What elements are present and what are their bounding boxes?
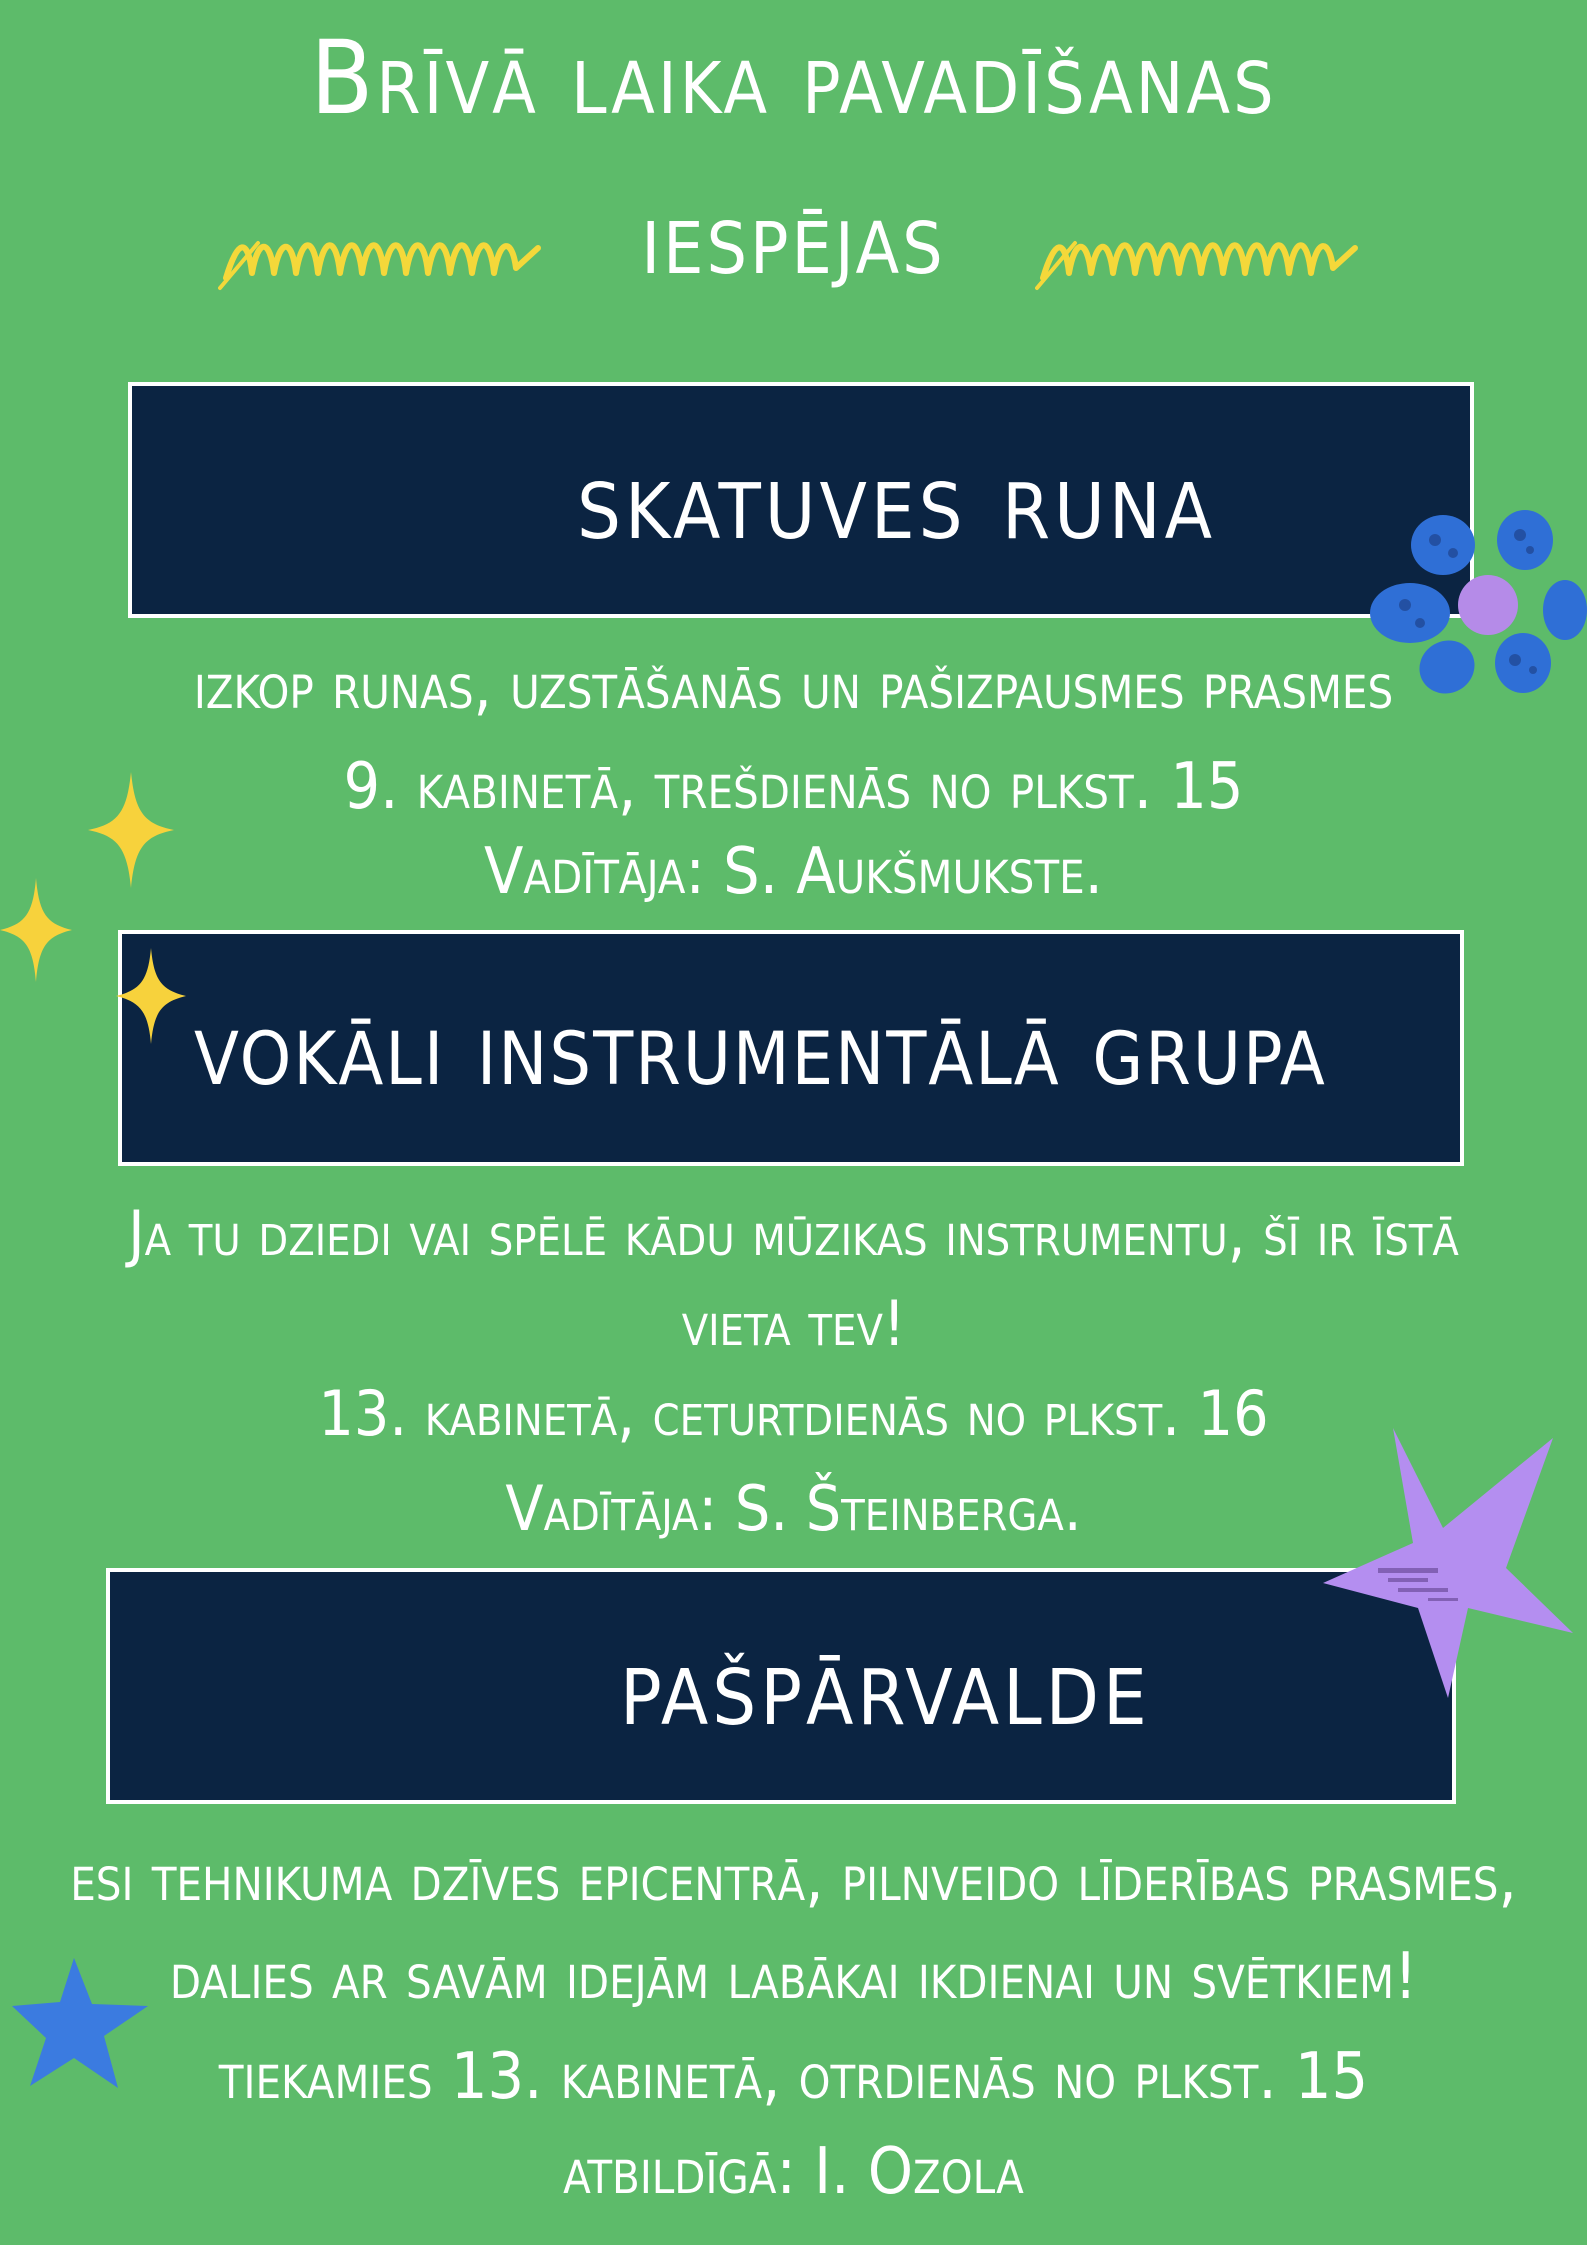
section-1-location: 9. kabinetā, trešdienās no plkst. 15 <box>343 750 1244 824</box>
section-banner-skatuves-runa <box>128 382 1474 618</box>
left-squiggle-icon <box>218 218 548 293</box>
page-title-line-2: iespējas <box>641 179 946 298</box>
sparkle-icon <box>116 948 186 1044</box>
right-squiggle-icon <box>1035 218 1365 293</box>
star-icon <box>1318 1418 1578 1703</box>
section-heading: pašpārvalde <box>620 1622 1151 1750</box>
section-2-location: 13. kabinetā, ceturtdienās no plkst. 16 <box>318 1377 1269 1450</box>
section-3-contact: atbildīgā: I. Ozola <box>563 2135 1024 2209</box>
section-3-location: tiekamies 13. kabinetā, otrdienās no plkst. 15 <box>218 2040 1369 2114</box>
section-heading: vokāli instrumentālā grupa <box>194 987 1327 1109</box>
section-3-description-cont: dalies ar savām idejām labākai ikdienai un svētkiem! <box>169 1940 1418 2014</box>
section-2-description: Ja tu dziedi vai spēlē kādu mūzikas instrumentu, šī ir īstā <box>128 1197 1459 1270</box>
section-banner-vokali-instrumentala-grupa <box>118 930 1464 1166</box>
section-heading: skatuves runa <box>577 436 1217 564</box>
section-2-leader: Vadītāja: S. Šteinberga. <box>505 1472 1082 1545</box>
section-banner-pasparvalde <box>106 1568 1456 1804</box>
page-title: Brīvā laika pavadīšanas <box>310 19 1277 138</box>
sparkle-icon <box>88 772 174 888</box>
section-1-description: izkop runas, uzstāšanās un pašizpausmes prasmes <box>193 650 1394 724</box>
sparkle-icon <box>0 878 72 982</box>
section-2-description-cont: vieta tev! <box>681 1287 906 1360</box>
section-3-description: esi tehnikuma dzīves epicentrā, pilnveido līderības prasmes, <box>70 1842 1517 1916</box>
section-1-leader: Vadītāja: S. Aukšmukste. <box>484 835 1103 909</box>
